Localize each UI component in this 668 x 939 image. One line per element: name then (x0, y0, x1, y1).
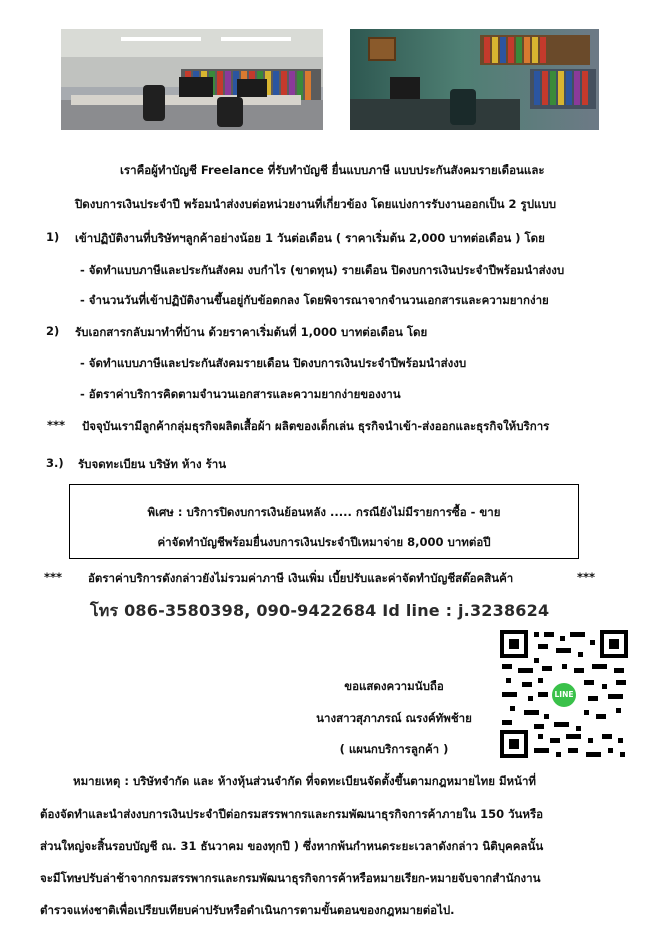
service-1-number: 1) (46, 230, 60, 244)
disclaimer-text: อัตราค่าบริการดังกล่าวยังไม่รวมค่าภาษี เงินเพิ่ม เบี้ยปรับและค่าจัดทำบัญชีสต๊อคสินค้า (88, 571, 514, 585)
special-line-2: ค่าจัดทำบัญชีพร้อมยื่นงบการเงินประจำปีเหมาจ่าย 8,000 บาทต่อปี (157, 535, 491, 549)
service-2-title: รับเอกสารกลับมาทำที่บ้าน ด้วยราคาเริ่มต้นที่ 1,000 บาทต่อเดือน โดย (75, 325, 428, 339)
special-offer-box (69, 484, 579, 559)
customers-note-marker: *** (47, 418, 66, 432)
signature-regards: ขอแสดงความนับถือ (344, 679, 444, 693)
customers-note-text: ปัจจุบันเรามีลูกค้ากลุ่มธุรกิจผลิตเสื้อผ้า ผลิตของเด็กเล่น ธุรกิจนำเข้า-ส่งออกและธุรกิจให้บริการ (82, 419, 550, 433)
remark-line-2: ต้องจัดทำและนำส่งงบการเงินประจำปีต่อกรมสรรพากรและกรมพัฒนาธุรกิจการค้าภายใน 150 วันหรือ (40, 807, 544, 821)
contact-line: โทร 086-3580398, 090-9422684 Id line : j.3238624 (90, 601, 550, 620)
remark-line-3: ส่วนใหญ่จะสิ้นรอบบัญชี ณ. 31 ธันวาคม ของทุกปี ) ซึ่งหากพ้นกำหนดระยะเวลาดังกล่าว นิติบุคคลนั้น (40, 839, 544, 853)
disclaimer-marker-right: *** (577, 570, 596, 584)
signature-name: นางสาวสุภาภรณ์ ณรงค์ทัพช้าย (316, 711, 472, 725)
remark-line-1: หมายเหตุ : บริษัทจำกัด และ ห้างหุ้นส่วนจำกัด ที่จดทะเบียนจัดตั้งขึ้นตามกฎหมายไทย มีหน้าที่ (73, 774, 537, 788)
intro-line-2: ปิดงบการเงินประจำปี พร้อมนำส่งงบต่อหน่วยงานที่เกี่ยวข้อง โดยแบ่งการรับงานออกเป็น 2 รูปแบบ (75, 197, 557, 211)
service-2-bullet-1: - จัดทำแบบภาษีและประกันสังคมรายเดือน ปิดงบการเงินประจำปีพร้อมนำส่งงบ (80, 356, 467, 370)
remark-line-5: ตำรวจแห่งชาติเพื่อเปรียบเทียบค่าปรับหรือดำเนินการตามขั้นตอนของกฎหมายต่อไป. (40, 903, 455, 917)
service-1-title: เข้าปฏิบัติงานที่บริษัทฯลูกค้าอย่างน้อย 1 วันต่อเดือน ( ราคาเริ่มต้น 2,000 บาทต่อเดือน ) โดย (75, 231, 545, 245)
office-photo-right (350, 29, 599, 130)
special-line-1: พิเศษ : บริการปิดงบการเงินย้อนหลัง ..... กรณียังไม่มีรายการซื้อ - ขาย (147, 505, 501, 519)
disclaimer-marker-left: *** (44, 570, 63, 584)
service-3-text: รับจดทะเบียน บริษัท ห้าง ร้าน (78, 457, 227, 471)
service-3-number: 3.) (46, 456, 64, 470)
service-1-bullet-2: - จำนวนวันที่เข้าปฏิบัติงานขึ้นอยู่กับข้อตกลง โดยพิจารณาจากจำนวนเอกสารและความยากง่าย (80, 293, 549, 307)
office-photo-left (61, 29, 323, 130)
remark-line-4: จะมีโทษปรับล่าช้าจากกรมสรรพากรและกรมพัฒนาธุรกิจการค้าหรือหมายเรียก-หมายจับจากสำนักงาน (40, 871, 541, 885)
signature-department: ( แผนกบริการลูกค้า ) (339, 742, 449, 756)
line-qr-code (498, 628, 630, 760)
service-2-number: 2) (46, 324, 60, 338)
intro-line-1: เราคือผู้ทำบัญชี Freelance ที่รับทำบัญชี ยื่นแบบภาษี แบบประกันสังคมรายเดือนและ (120, 163, 545, 177)
service-2-bullet-2: - อัตราค่าบริการคิดตามจำนวนเอกสารและความยากง่ายของงาน (80, 387, 401, 401)
service-1-bullet-1: - จัดทำแบบภาษีและประกันสังคม งบกำไร (ขาดทุน) รายเดือน ปิดงบการเงินประจำปีพร้อมนำส่งงบ (80, 263, 565, 277)
line-logo-icon: LINE (550, 681, 578, 709)
